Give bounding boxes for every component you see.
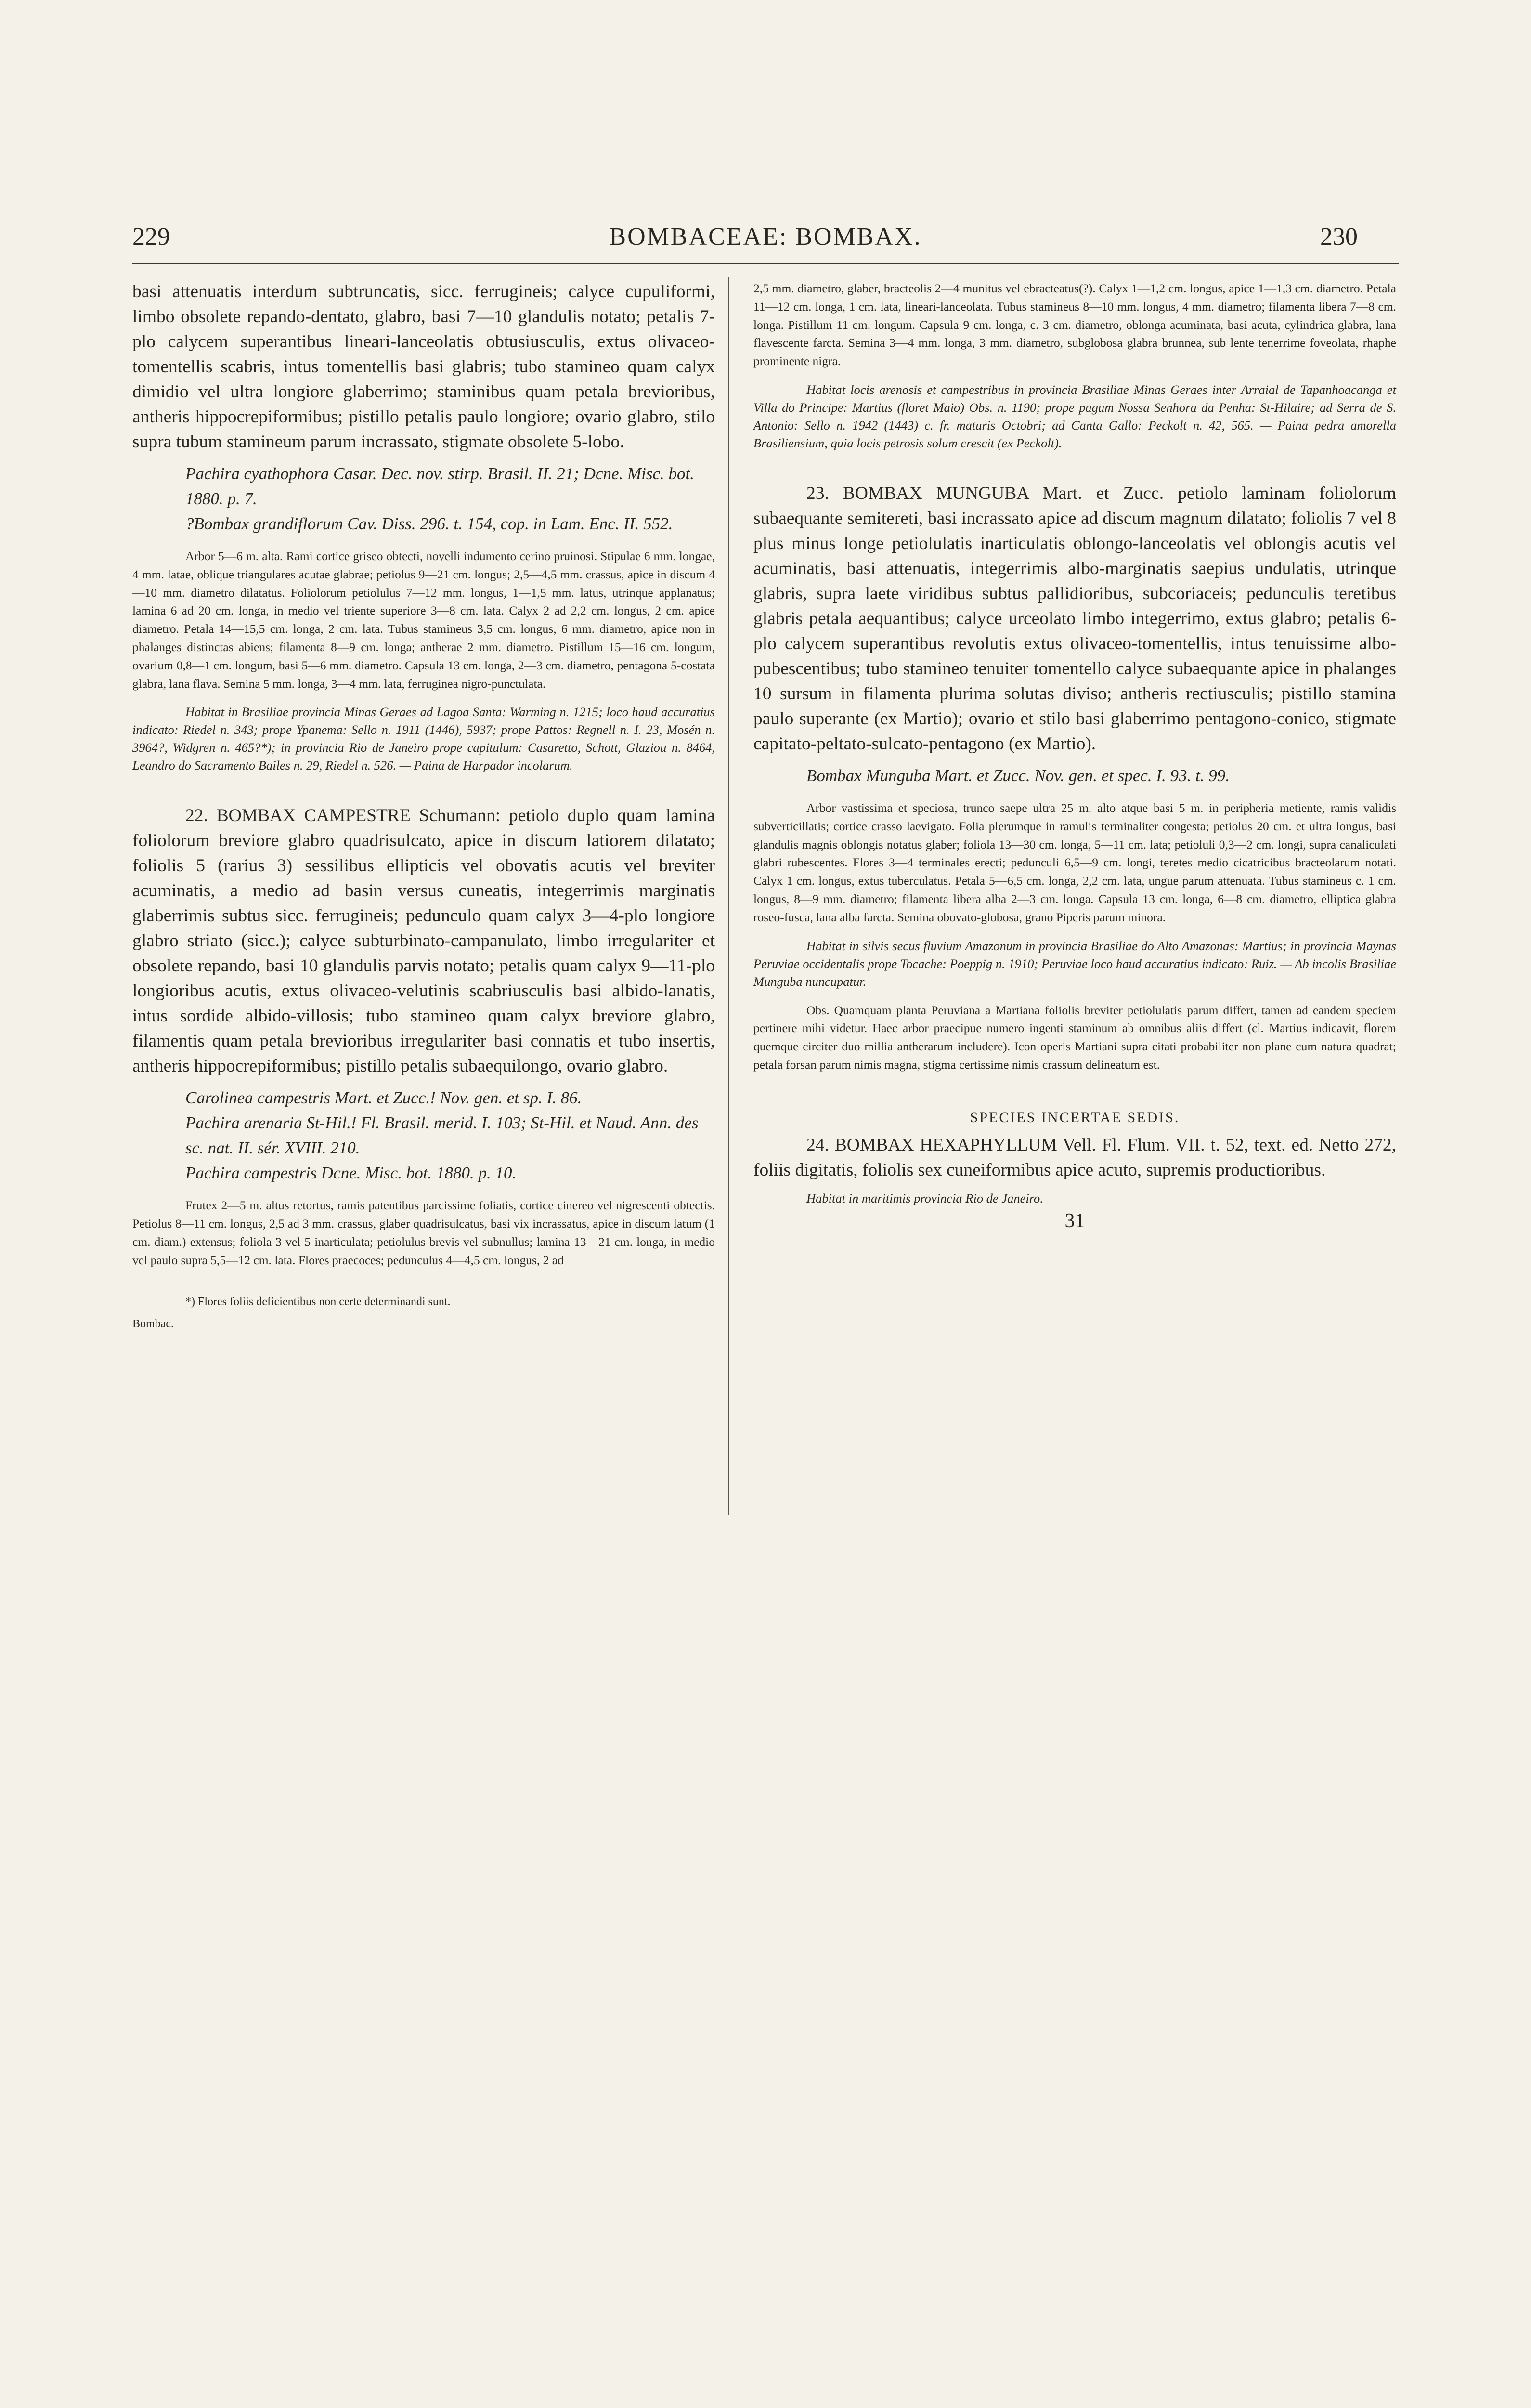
section-heading: SPECIES INCERTAE SEDIS.: [970, 1109, 1180, 1125]
running-title: BOMBACEAE: BOMBAX.: [609, 223, 922, 250]
synonym-reference: Carolinea campestris Mart. et Zucc.! Nov. gen. et sp. I. 86.: [185, 1088, 582, 1108]
signature-mark: Bombac.: [132, 1317, 174, 1330]
left-column: [132, 279, 715, 1332]
page-number-right: 230: [1320, 223, 1358, 250]
footnote: *) Flores foliis deficientibus non certe determinandi sunt.: [185, 1295, 451, 1308]
synonym-reference: Bombax Munguba Mart. et Zucc. Nov. gen. et spec. I. 93. t. 99.: [806, 766, 1230, 785]
species-24-diagnosis: 24. BOMBAX HEXAPHYLLUM Vell. Fl. Flum. VII. t. 52, text. ed. Netto 272, foliis digitatis, foliolis sex cuneiformibus apice acuto, supremis productioribus.: [753, 1135, 1396, 1180]
synonym-reference: Pachira campestris Dcne. Misc. bot. 1880. p. 10.: [185, 1164, 517, 1183]
detailed-description: Arbor vastissima et speciosa, trunco saepe ultra 25 m. alto atque basi 5 m. in peripheria metiente, ramis validis subverticillatis; cortice crasso laevigato. Folia plerumque in ramulis terminaliter congesta; petiolus 20 cm. et ultra longus, basi glandulis magnis oblongis notatus glaber; foliola 13—30 cm. longa, 5—11 cm. lata; petioluli 0,3—2 cm. longi, supra canaliculati glabri rubescentes. Flores 3—4 terminales erecti; pedunculi 6,5—9 cm. longi, teretes medio cicatricibus bracteolarum notati. Calyx 1 cm. longus, extus tuberculatus. Petala 5—6,5 cm. longa, 2,2 cm. lata, ungue parum attenuata. Tubus stamineus c. 1 cm. longus, 8—9 mm. diametro; filamenta libera alba 2—3 cm. longa. Capsula 13 cm. longa, 6—8 cm. diametro, elliptica glabra roseo-fusca, lana alba farcta. Semina obovato-globosa, grano Piperis parum minora.: [753, 800, 1396, 924]
detailed-description: Arbor 5—6 m. alta. Rami cortice griseo obtecti, novelli indumento cerino pruinosi. Stipulae 6 mm. longae, 4 mm. latae, oblique triangulares acutae glabrae; petiolus 9—21 cm. longus; 2,5—4,5 mm. crassus, apice in discum 4—10 mm. diametro dilatatus. Foliolorum petiolulus 7—12 mm. longus, 1—1,5 mm. latus, utrinque applanatus; lamina 6 ad 20 cm. longa, in medio vel triente superiore 3—8 cm. lata. Calyx 2 ad 2,2 cm. longus, 2 cm. apice diametro. Petala 14—15,5 cm. longa, 2 cm. lata. Tubus staminеus 3,5 cm. longus, 6 mm. diametro, apice non in phalanges distinctas abiens; filamenta 8—9 cm. longa; antherae 2 mm. diametro. Pistillum 15—16 cm. longum, ovarium 0,8—1 cm. longum, basi 5—6 mm. diametro. Capsula 13 cm. longa, 2—3 cm. diametro, pentagona 5-costata glabra, lana flava. Semina 5 mm. longa, 3—4 mm. lata, ferruginea nigro-punctulata.: [132, 549, 715, 691]
description-continued: basi attenuatis interdum subtruncatis, sicc. ferrugineis; calyce cupuliformi, limbo obsolete repando-dentato, glabro, basi 7—10 glandulis notato; petalis 7-plo calycem superantibus lineari-lanceolatis obtusiusculis, extus olivaceo-tomentellis scabris, intus tomentellis basi glabris; tubo stamineo quam calyx dimidio vel ultra longiore glaberrimo; staminibus quam petala brevioribus, antheris hippocrepiformibus; pistillo petalis paulo longiore; ovario glabro, stilo supra tubum stamineum parum incrassato, stigmate obsolete 5-lobo.: [132, 282, 715, 452]
synonym-reference: Pachira arenaria St-Hil.! Fl. Brasil. merid. I. 103; St-Hil. et Naud. Ann. des sc. nat. II. sér. XVIII. 210.: [185, 1113, 699, 1158]
synonym-reference: ?Bombax grandiflorum Cav. Diss. 296. t. 154, cop. in Lam. Enc. II. 552.: [185, 514, 673, 533]
habitat-note: Habitat locis arenosis et campestribus in provincia Brasiliae Minas Geraes inter Arraial de Tapanhoacanga et Villa do Principe: Martius (floret Maio) Obs. n. 1190; prope pagum Nossa Senhora da Penha: St-Hilaire; ad Serra de S. Antonio: Sello n. 1942 (1443) c. fr. maturis Octobri; ad Canta Gallo: Peckolt n. 42, 565. — Paina pedra amorella Brasiliensium, quia locis petrosis solum crescit (ex Peckolt).: [753, 382, 1396, 450]
species-23-diagnosis: 23. BOMBAX MUNGUBA Mart. et Zucc. petiolo laminam foliolorum subaequante semitereti, basi incrassato apice ad discum magnum dilatato; foliolis 7 vel 8 plus minus longe petiolulatis inarticulatis oblongo-lanceolatis vel oblongis acutis vel acuminatis, basi attenuatis, integerrimis albo-marginatis saepius undulatis, utrinque glabris, supra laete viridibus subtus pallidioribus, subcoriaceis; pedunculis teretibus glabris petala aequantibus; calyce urceolato limbo integerrimo, extus glabro; petalis 6-plo calycem superantibus revolutis extus olivaceo-tomentellis, intus tenuissime albo-pubescentibus; tubo stamineo tenuiter tomentello calyce subaequante apice in phalanges 10 sursum in filamenta plurima solutas diviso; antheris rectiusculis; pistillo stamina paulo superante (ex Martio); ovario et stilo basi glaberrimo pentagono-conico, stigmate capitato-peltato-sulcato-pentagono (ex Martio).: [753, 483, 1396, 754]
detailed-description: Frutex 2—5 m. altus retortus, ramis patentibus parcissime foliatis, cortice cinereo vel nigrescenti obtectis. Petiolus 8—11 cm. longus, 2,5 ad 3 mm. crassus, glaber quadrisulcatus, basi vix incrassatus, apice in discum latum (1 cm. diam.) extensus; foliola 3 vel 5 inarticulata; petiolulus brevis vel subnullus; lamina 13—21 cm. longa, in medio vel paulo supra 5,5—12 cm. lata. Flores praecoces; pedunculus 4—4,5 cm. longus, 2 ad: [132, 1198, 715, 1267]
species-22-diagnosis: 22. BOMBAX CAMPESTRE Schumann: petiolo duplo quam lamina foliolorum breviore glabro quadrisulcato, apice in discum latiorem dilatato; foliolis 5 (rarius 3) sessilibus ellipticis vel obovatis acutis vel breviter acuminatis, a medio ad basin versus cuneatis, integerrimis marginatis glaberrimis subtus sicc. ferrugineis; pedunculo quam calyx 3—4-plo longiore glabro striato (sicc.); calyce subturbinato-campanulato, limbo irregulariter et obsolete repando, basi 10 glandulis parvis notato; petalis quam calyx 9—11-plo longioribus acutis, extus olivaceo-velutinis scabriusculis basi albido-lanatis, intus sordide albido-villosis; tubo stamineo quam calyx breviore glabro, filamentis quam petala brevioribus irregulariter basi connatis et tubo insertis, antheris hippocrepiformibus; pistillo petalis subaequilongo, ovario glabro.: [132, 806, 715, 1076]
habitat-note: Habitat in silvis secus fluvium Amazonum in provincia Brasiliae do Alto Amazonas: Martius; in provincia Maynas Peruviae occidentalis prope Tocache: Poeppig n. 1910; Peruviae loco haud accuratius indicato: Ruiz. — Ab incolis Brasiliae Munguba nuncupatur.: [753, 938, 1396, 989]
observation-note: Obs. Quamquam planta Peruviana a Martiana foliolis breviter petiolulatis parum differt, tamen ad eandem speciem pertinere mihi videtur. Haec arbor praecipue numero ingenti staminum ab omnibus aliis differt (cl. Martius indicavit, florem quemque circiter duo millia antherarum includere). Icon operis Martiani supra citati probabiliter non plane cum natura quadrat; petala forsan parum nimis magna, stigma certissime nimis crassum delineatum est.: [753, 1003, 1396, 1072]
synonym-reference: Pachira cyathophora Casar. Dec. nov. stirp. Brasil. II. 21; Dcne. Misc. bot. 1880. p. 7.: [185, 464, 694, 508]
page-number-left: 229: [132, 223, 170, 250]
header-rule: [132, 263, 1399, 264]
habitat-note: Habitat in Brasiliae provincia Minas Geraes ad Lagoa Santa: Warming n. 1215; loco haud accuratius indicato: Riedel n. 343; prope Ypanema: Sello n. 1911 (1446), 5937; prope Pattos: Regnell n. I. 23, Mosén n. 3964?, Widgren n. 465?*); in provincia Rio de Janeiro prope capitulum: Casaretto, Schott, Glaziou n. 8464, Leandro do Sacramento Bailes n. 29, Riedel n. 526. — Paina de Harpador incolarum.: [132, 705, 715, 773]
sheet-number: 31: [1064, 1209, 1085, 1232]
right-column: [753, 279, 1396, 1232]
column-divider: [728, 277, 729, 1515]
detailed-description-continued: 2,5 mm. diametro, glaber, bracteolis 2—4 munitus vel ebracteatus(?). Calyx 1—1,2 cm. longus, apice 1—1,3 cm. diametro. Petala 11—12 cm. longa, 1 cm. lata, lineari-lanceolata. Tubus stamineus 8—10 mm. longus, 4 mm. diametro; filamenta libera 7—8 cm. longa. Pistillum 11 cm. longum. Capsula 9 cm. longa, c. 3 cm. diametro, oblonga acuminata, basi acuta, cylindrica glabra, lana flavescente farcta. Semina 3—4 mm. longa, 3 mm. diametro, subglobosa glabra brunnea, sub lente tenerrime foveolata, rhaphe prominente nigra.: [753, 281, 1396, 368]
habitat-note: Habitat in maritimis provincia Rio de Janeiro.: [806, 1191, 1043, 1205]
